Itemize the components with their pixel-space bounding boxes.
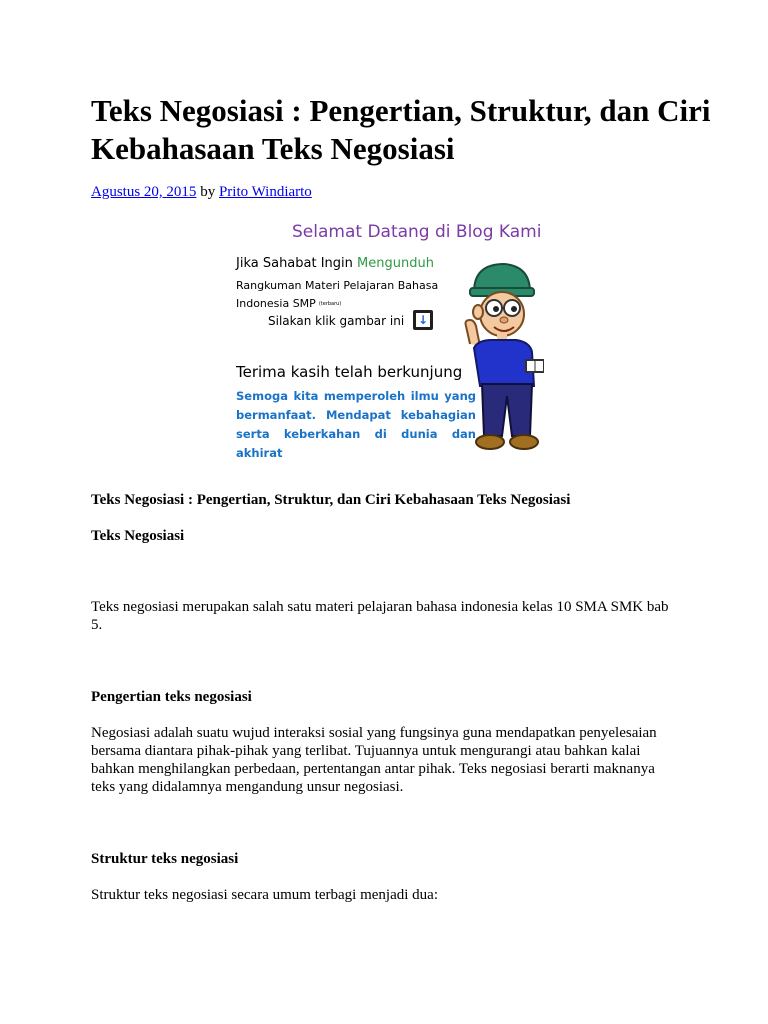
byline-by: by xyxy=(200,184,216,200)
cartoon-boy-illustration xyxy=(460,256,544,452)
section-body-struktur: Struktur teks negosiasi secara umum terbagi menjadi dua: xyxy=(91,887,438,903)
banner-line-3-small: (terbaru) xyxy=(318,301,342,307)
banner-line-1-highlight: Mengunduh xyxy=(357,256,434,271)
banner-line-2: Rangkuman Materi Pelajaran Bahasa xyxy=(236,279,439,292)
banner-line-1-prefix: Jika Sahabat Ingin xyxy=(236,256,353,271)
content-subheading: Teks Negosiasi xyxy=(91,528,185,544)
article-title: Teks Negosiasi : Pengertian, Struktur, dan Ciri Kebahasaan Teks Negosiasi xyxy=(91,93,711,166)
section-title-pengertian: Pengertian teks negosiasi xyxy=(91,689,252,705)
banner-thanks-text: Terima kasih telah berkunjung xyxy=(236,363,463,381)
intro-paragraph: Teks negosiasi merupakan salah satu materi pelajaran bahasa indonesia kelas 10 SMA SMK bab 5. xyxy=(91,599,669,633)
banner-welcome-text: Selamat Datang di Blog Kami xyxy=(292,222,542,242)
article-meta xyxy=(91,183,312,201)
banner-line-4: Silakan klik gambar ini xyxy=(268,314,405,328)
download-arrow-icon[interactable]: ↓ xyxy=(413,310,433,330)
author-link[interactable]: Prito Windiarto xyxy=(218,184,312,200)
content-heading: Teks Negosiasi : Pengertian, Struktur, dan Ciri Kebahasaan Teks Negosiasi xyxy=(91,492,571,508)
banner-line-3 xyxy=(236,297,341,310)
banner-hope-text: Semoga kita memperoleh ilmu yang bermanfaat. Mendapat kebahagian serta keberkahan di dunia dan akhirat xyxy=(236,389,476,460)
welcome-banner-image[interactable] xyxy=(228,200,544,472)
section-body-pengertian: Negosiasi adalah suatu wujud interaksi sosial yang fungsinya guna mendapatkan penyelesaian bersama diantara pihak-pihak yang terlibat. Tujuannya untuk mengurangi atau bahkan kalai bahkan menghilangkan perbedaan, pertentangan antar pihak. Teks negosiasi berarti maknanya teks yang didalamnya mengandung unsur negosiasi. xyxy=(91,725,657,795)
banner-line-1 xyxy=(236,256,434,271)
section-title-struktur: Struktur teks negosiasi xyxy=(91,851,239,867)
banner-line-3-text: Indonesia SMP xyxy=(236,297,316,310)
post-date-link[interactable]: Agustus 20, 2015 xyxy=(91,184,197,200)
